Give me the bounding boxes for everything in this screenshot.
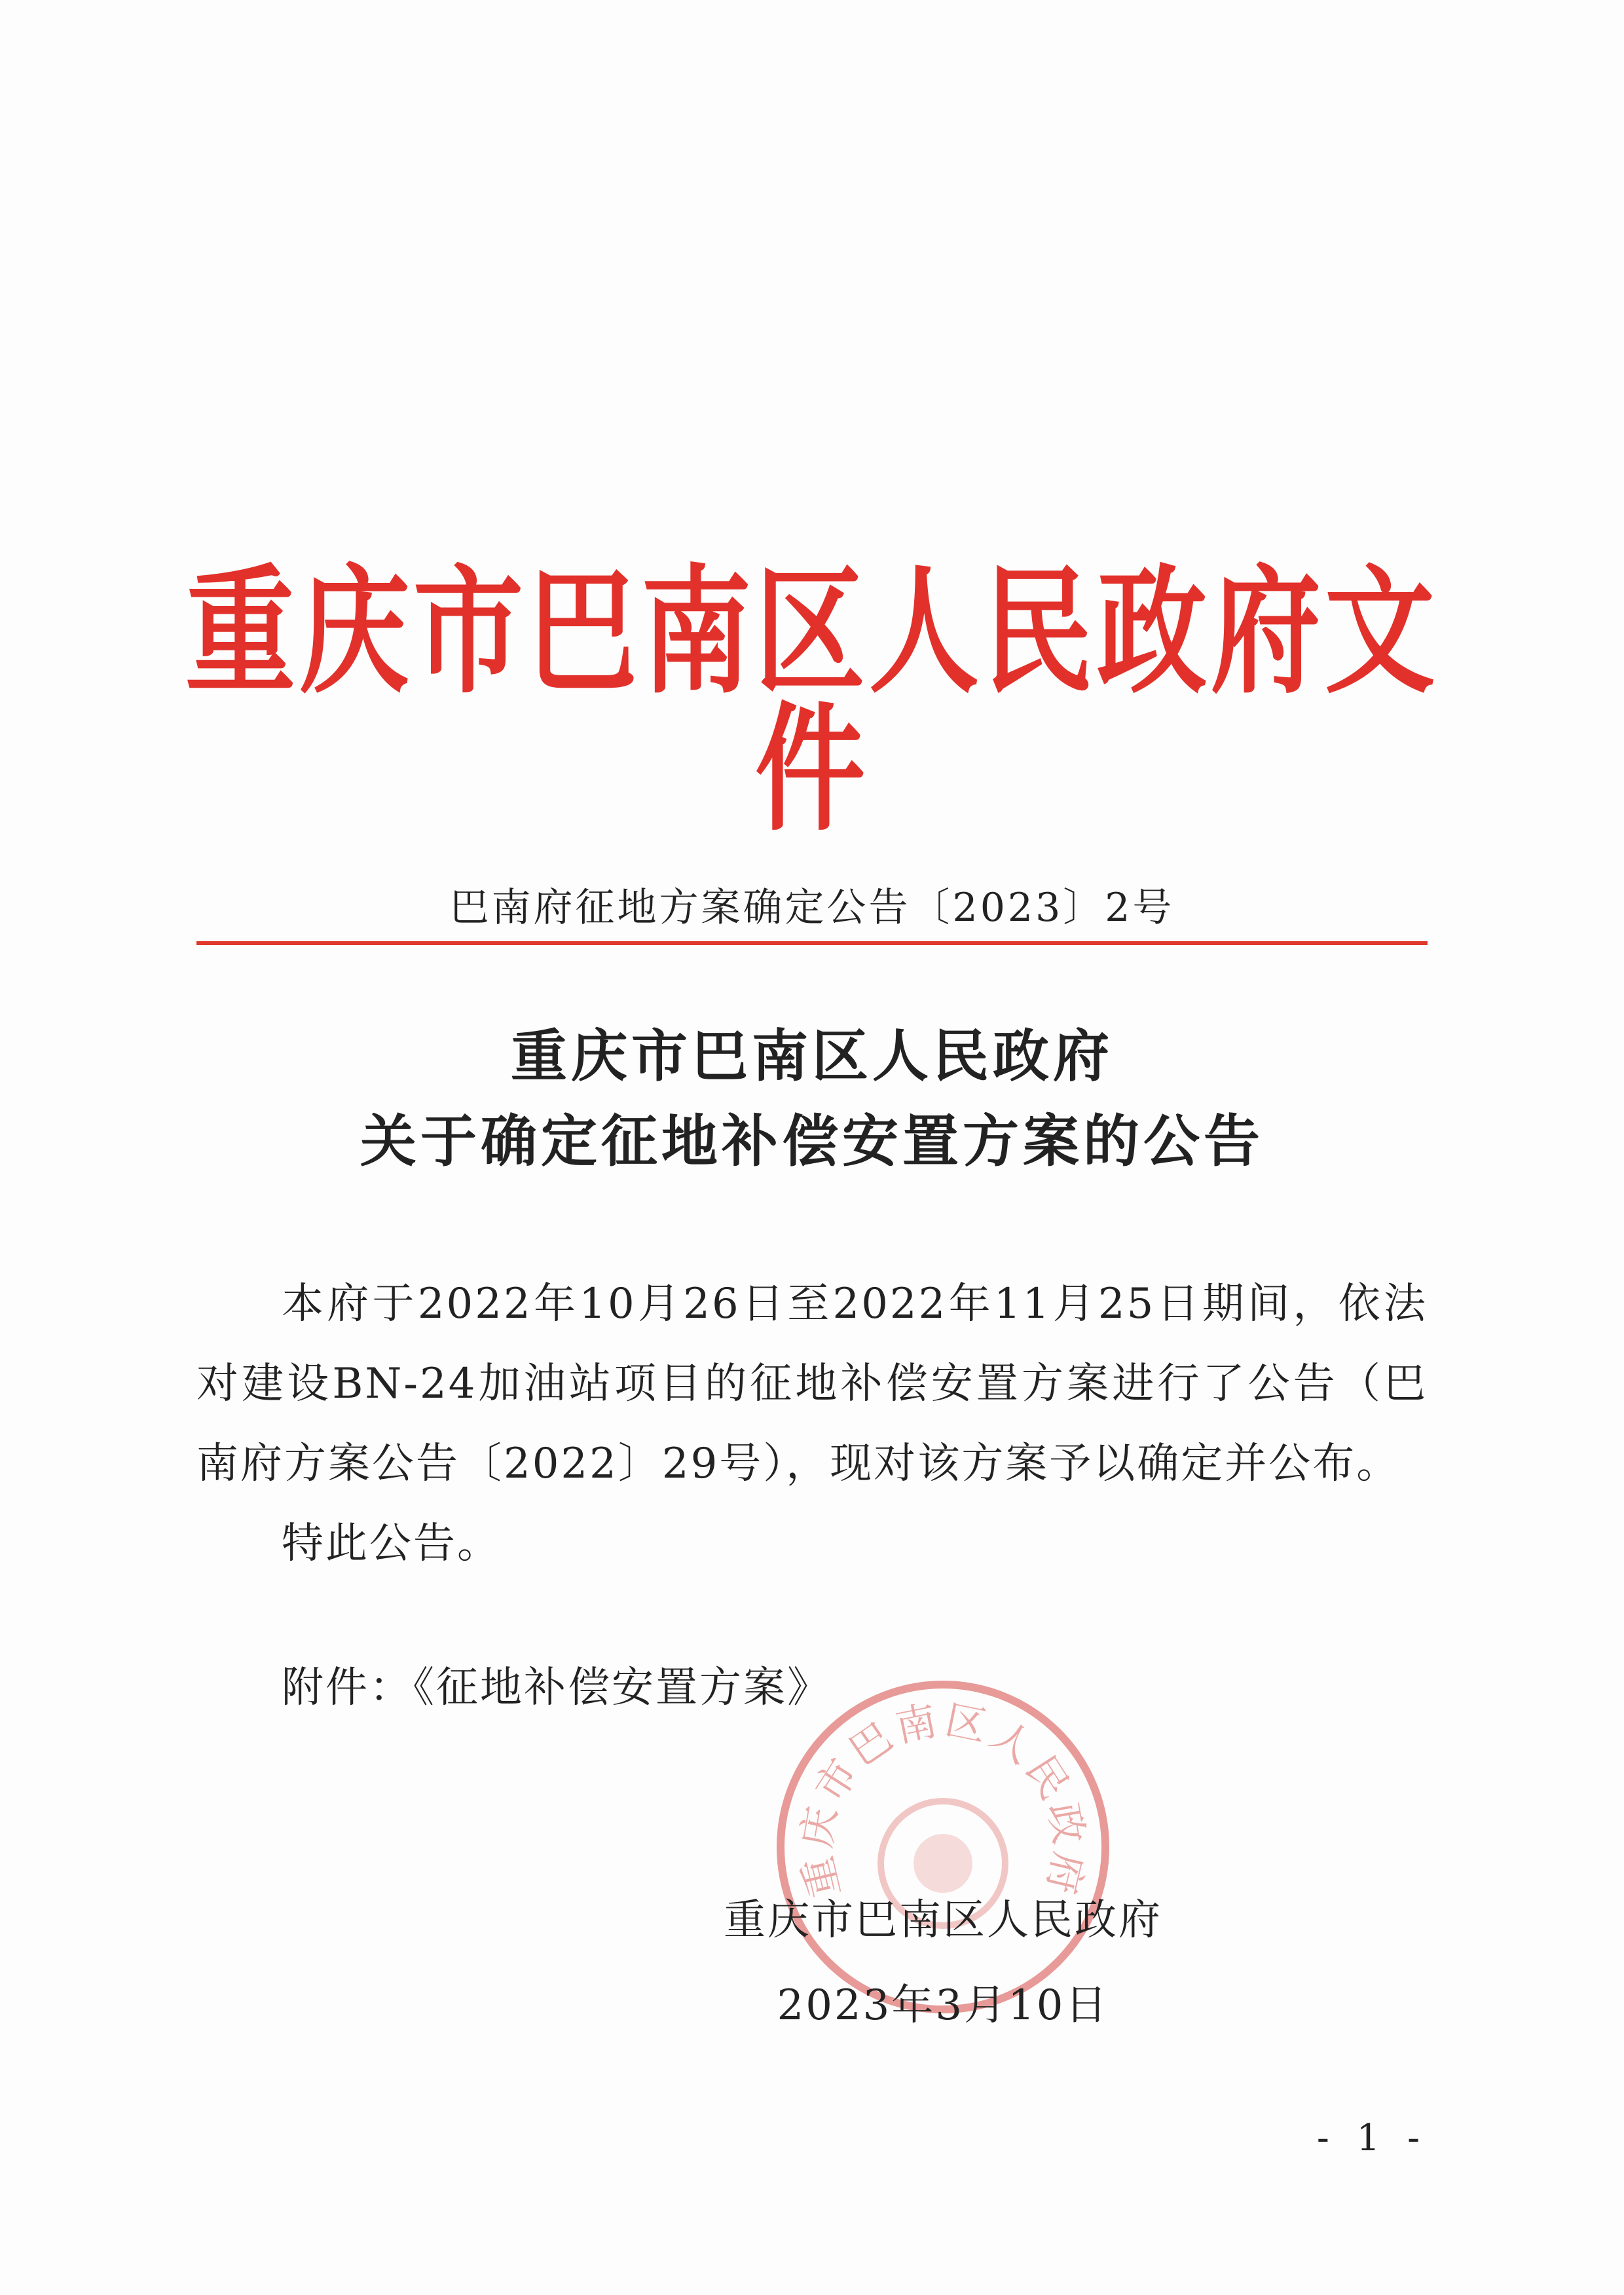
notice-title-line-2: 关于确定征地补偿安置方案的公告 — [360, 1109, 1264, 1174]
issue-date: 2023年3月10日 — [777, 1981, 1109, 2030]
signer-name: 重庆市巴南区人民政府 — [724, 1896, 1162, 1945]
document-number: 巴南府征地方案确定公告〔2023〕2号 — [449, 885, 1175, 931]
red-divider-line — [196, 941, 1428, 945]
notice-body — [196, 1264, 1428, 1584]
closing-phrase: 特此公告。 — [282, 1520, 501, 1568]
seal-ring-textpath: 重庆市巴南区人民政府 — [792, 1695, 1094, 1903]
page-number: - 1 - — [1316, 2117, 1428, 2159]
masthead-title: 重庆市巴南区人民政府文件 — [185, 551, 1439, 850]
notice-title-line-1: 重庆市巴南区人民政府 — [511, 1024, 1113, 1089]
seal-emblem-core — [913, 1834, 972, 1893]
attachment-line: 附件：《征地补偿安置方案》 — [282, 1664, 831, 1712]
body-paragraph: 本府于2022年10月26日至2022年11月25日期间，依法对建设BN-24加油站项目的征地补偿安置方案进行了公告（巴南府方案公告〔2022〕29号），现对该方案予以确定并公布。 — [196, 1280, 1428, 1488]
official-seal-stamp — [773, 1677, 1113, 2017]
